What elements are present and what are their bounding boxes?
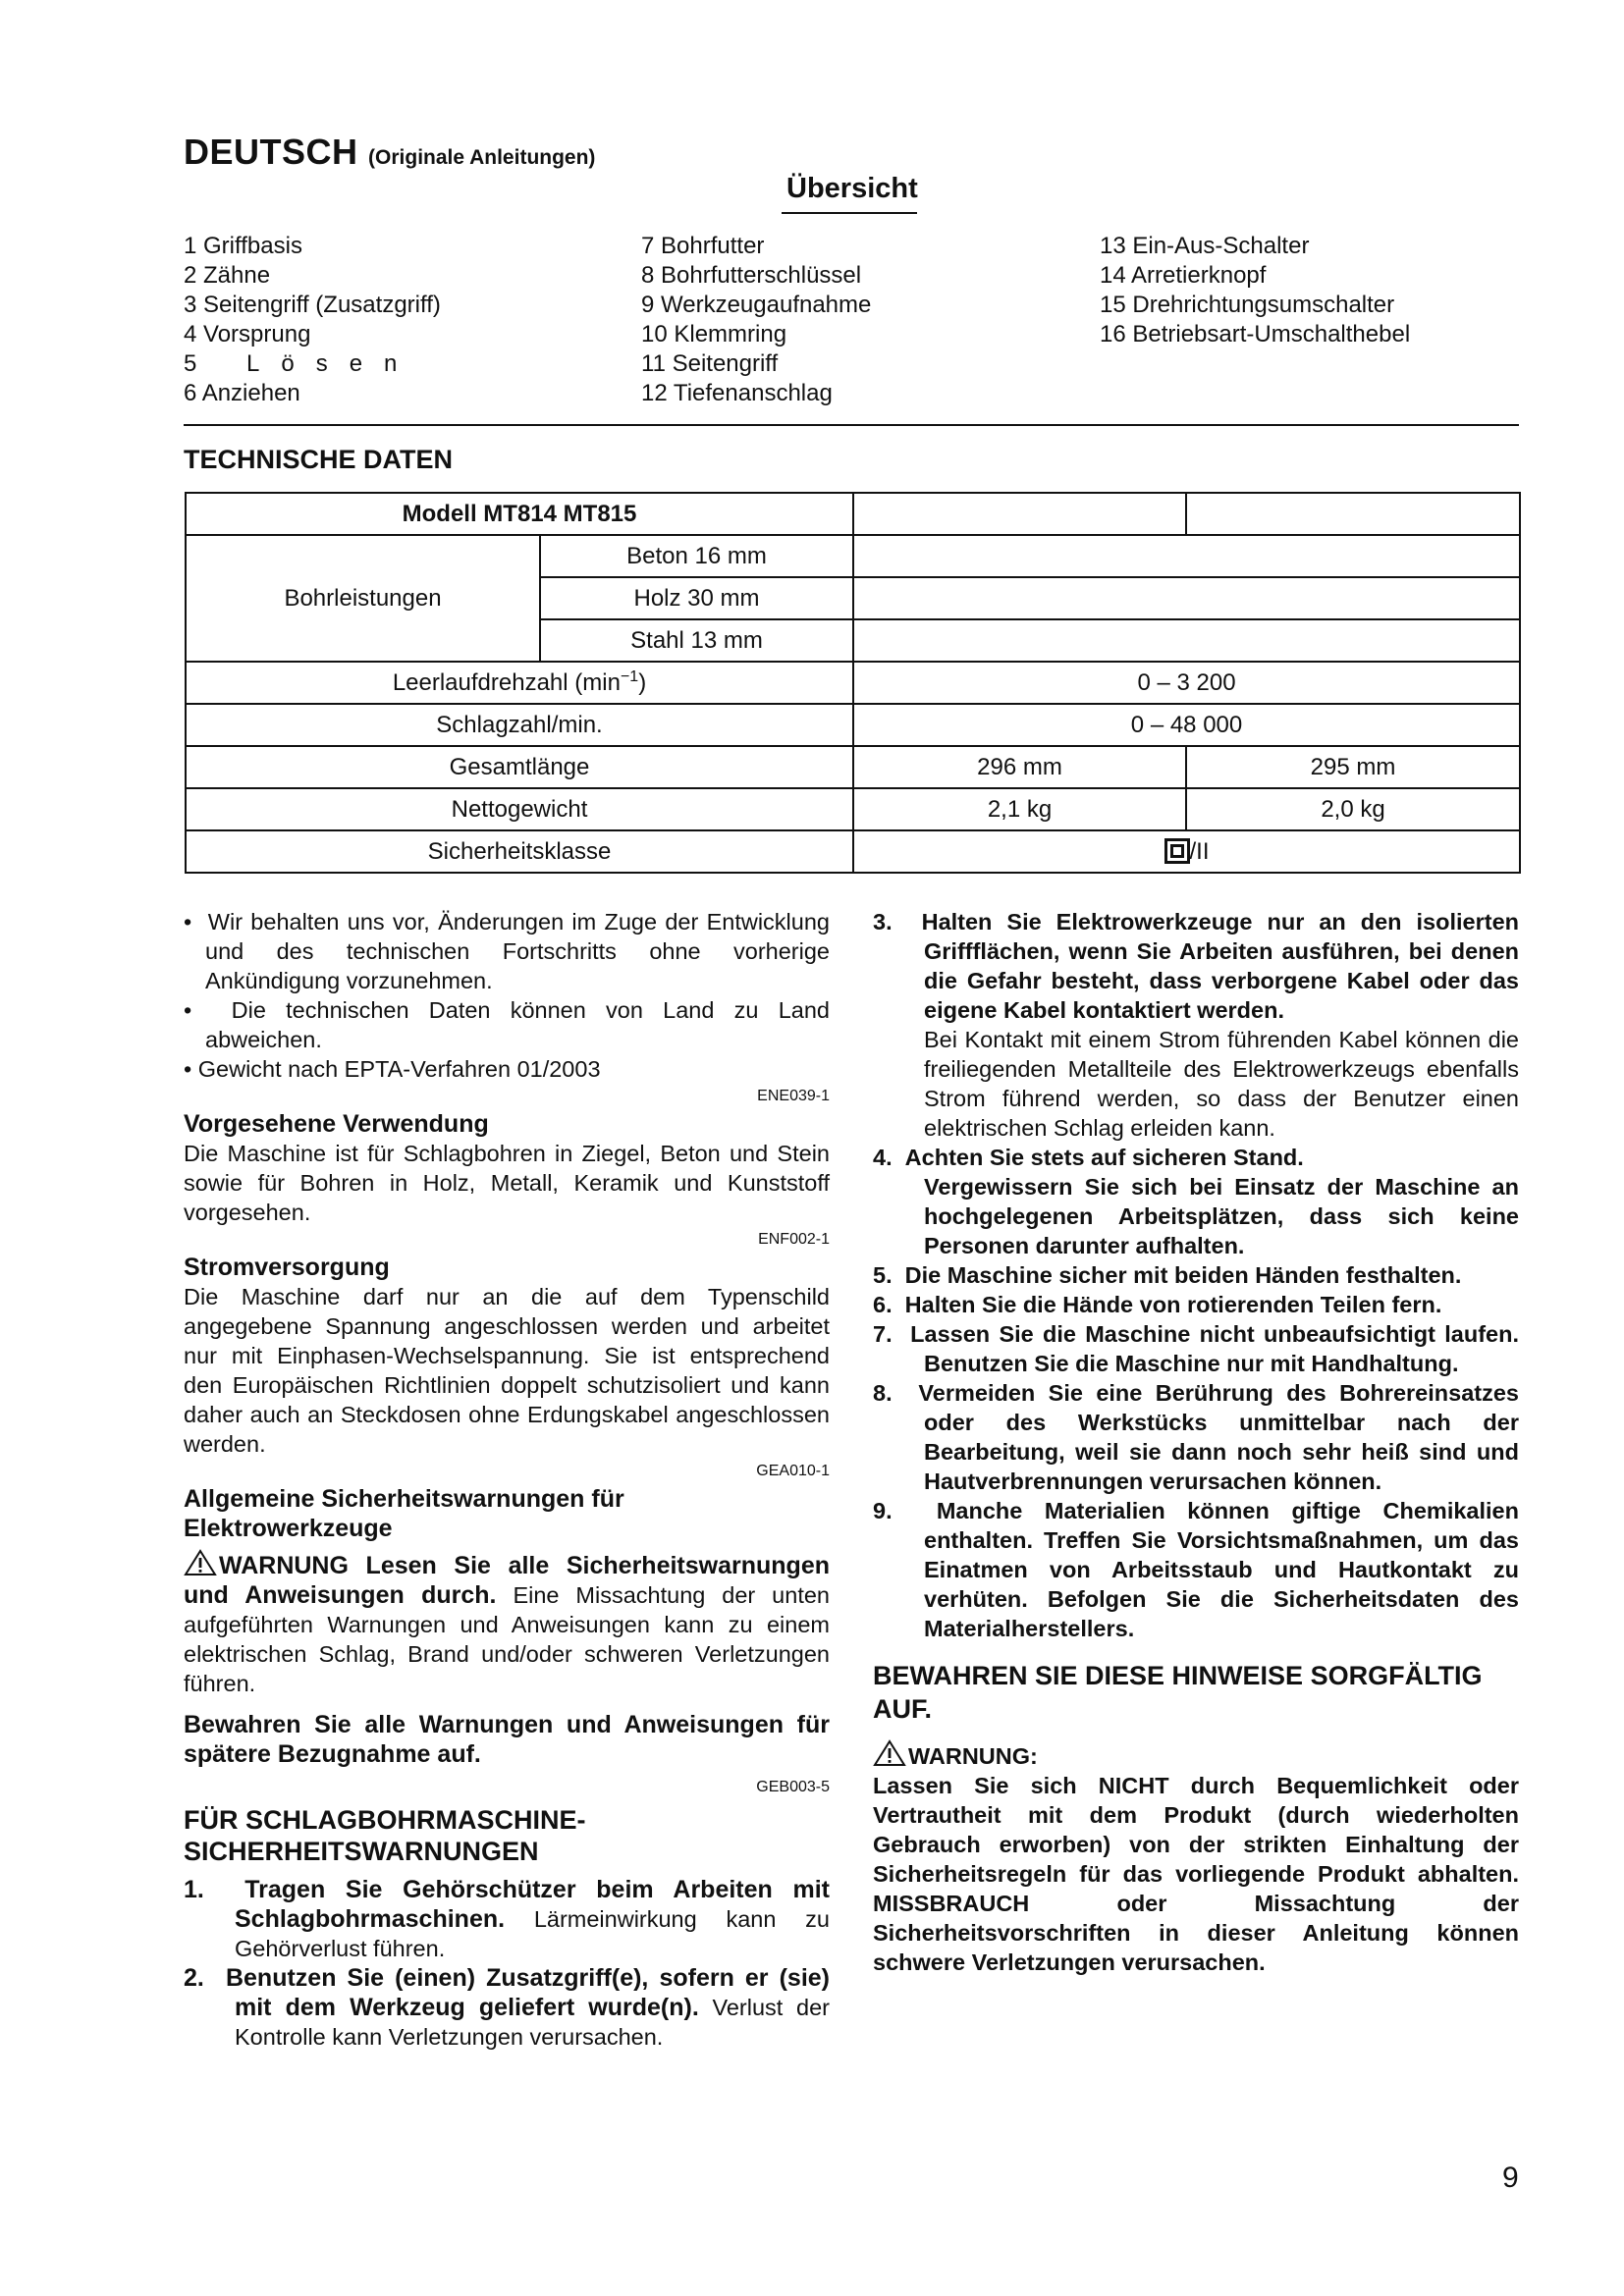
bullet-text: Gewicht nach EPTA-Verfahren 01/2003 [197, 1056, 601, 1082]
left-column [184, 907, 830, 2052]
table-row [186, 788, 1520, 830]
warning-text: Eine Missachtung der unten aufgeführten Warnungen und Anweisungen kann zu einem elektrischen Schlag, Brand und/oder schweren Verletzungen führen. [184, 1582, 830, 1696]
overview-underline [782, 212, 917, 214]
part-item: 1 Griffbasis [184, 233, 302, 259]
ref-code: ENE039-1 [757, 1088, 830, 1104]
part-item: 10 Klemmring [641, 321, 787, 347]
item-text: Lärmeinwirkung kann zu Gehörverlust führen. [235, 1906, 830, 1961]
warning-bold-text: WARNUNG Lesen Sie alle Sicherheitswarnungen und Anweisungen durch. [184, 1552, 830, 1609]
impacts-label: Schlagzahl/min. [186, 704, 853, 746]
speed-label-exp: −1 [620, 668, 639, 685]
table-cell [853, 619, 1520, 662]
list-item: 2. Benutzen Sie (einen) Zusatzgriff(e), sofern er (sie) mit dem Werkzeug geliefert wurde(n). Verlust der Kontrolle kann Verletzungen verursachen. [184, 1964, 830, 2050]
specs-table [185, 492, 1521, 874]
part-item: 7 Bohrfutter [641, 233, 765, 259]
double-insulation-icon [1164, 838, 1190, 864]
table-row [186, 704, 1520, 746]
safety-class-label: Sicherheitsklasse [186, 830, 853, 873]
impacts-value: 0 – 48 000 [853, 704, 1520, 746]
general-warning-paragraph [184, 1549, 830, 1698]
ref-code: ENF002-1 [758, 1231, 830, 1248]
list-item: 3. Halten Sie Elektrowerkzeuge nur an den isolierten Griffflächen, wenn Sie Arbeiten ausführen, bei denen die Gefahr besteht, dass verborgene Kabel oder das eigene Kabel kontaktiert werden. [873, 909, 1519, 1023]
table-row [186, 830, 1520, 873]
weight-mt814: 2,1 kg [853, 788, 1186, 830]
table-cell [853, 535, 1520, 577]
general-warnings-title: Allgemeine Sicherheitswarnungen für Elektrowerkzeuge [184, 1485, 624, 1542]
power-supply-text: Die Maschine darf nur an die auf dem Typenschild angegebene Spannung angeschlossen werden und arbeitet nur mit Einphasen-Wechselspannung. Sie ist entsprechend den Europäischen Richtlinien doppelt schutzisoliert und kann daher auch an Steckdosen ohne Erdungskabel angeschlossen werden. [184, 1284, 830, 1457]
list-item: 9. Manche Materialien können giftige Chemikalien enthalten. Treffen Sie Vorsichtsmaßnahmen, um das Einatmen von Arbeitsstaub und Hautkontakt zu verhüten. Befolgen Sie die Sicherheitsdaten des Materialherstellers. [873, 1498, 1519, 1641]
list-item: 7. Lassen Sie die Maschine nicht unbeaufsichtigt laufen. Benutzen Sie die Maschine nur mit Handhaltung. [873, 1321, 1519, 1376]
concrete-capacity: Beton 16 mm [540, 535, 853, 577]
table-row [186, 493, 1520, 535]
safety-class-value [853, 830, 1520, 873]
speed-label-close: ) [638, 669, 647, 696]
item-bold-text: Vermeiden Sie eine Berührung des Bohrereinsatzes oder des Werkstücks unmittelbar nach der Bearbeitung, weil sie dann noch sehr heiß sind und Hautverbrennungen verursachen können. [918, 1380, 1519, 1494]
part-item: 14 Arretierknopf [1100, 262, 1267, 289]
keep-instructions-text: Bewahren Sie alle Warnungen und Anweisungen für spätere Bezugnahme auf. [184, 1711, 830, 1768]
capacity-label: Bohrleistungen [186, 535, 540, 662]
no-load-speed-label [186, 662, 853, 704]
part-item: 5 Lösen [184, 350, 419, 377]
item-bold-text: Benutzen Sie (einen) Zusatzgriff(e), sofern er (sie) mit dem Werkzeug geliefert wurde(n). [225, 1964, 830, 2021]
item-bold-text: Halten Sie die Hände von rotierenden Teilen fern. [904, 1292, 1442, 1317]
length-label: Gesamtlänge [186, 746, 853, 788]
warning-heading [873, 1739, 1519, 1771]
part-item: 12 Tiefenanschlag [641, 380, 833, 406]
list-item: • Die technischen Daten können von Land zu Land abweichen. [184, 997, 830, 1052]
length-mt815: 295 mm [1186, 746, 1520, 788]
page-number: 9 [1502, 2162, 1519, 2194]
item-text: Vergewissern Sie sich bei Einsatz der Maschine an hochgelegenen Arbeitsplätzen, dass sich keine Personen darunter aufhalten. [924, 1174, 1519, 1258]
subtitle: (Originale Anleitungen) [368, 146, 596, 169]
steel-capacity: Stahl 13 mm [540, 619, 853, 662]
table-cell [1186, 493, 1520, 535]
ref-code: GEA010-1 [756, 1463, 830, 1479]
power-supply-title: Stromversorgung [184, 1254, 390, 1281]
table-row [186, 535, 1520, 577]
part-item: 13 Ein-Aus-Schalter [1100, 233, 1310, 259]
model-header: Modell MT814 MT815 [186, 493, 853, 535]
list-item: 5. Die Maschine sicher mit beiden Händen festhalten. [873, 1262, 1462, 1288]
part-item: 16 Betriebsart-Umschalthebel [1100, 321, 1411, 347]
intended-use-text: Die Maschine ist für Schlagbohren in Ziegel, Beton und Stein sowie für Bohren in Holz, Metall, Keramik und Kunststoff vorgesehen. [184, 1141, 830, 1225]
part-item: 11 Seitengriff [641, 350, 779, 377]
item-text: Bei Kontakt mit einem Strom führenden Kabel können die freiliegenden Metallteile des Elektrowerkzeugs ebenfalls Strom führend werden, so dass der Benutzer einen elektrischen Schlag erleiden kann. [924, 1027, 1519, 1141]
table-row [186, 746, 1520, 788]
parts-list-col1 [184, 232, 441, 408]
bullet-text: Wir behalten uns vor, Änderungen im Zuge der Entwicklung und des technischen Fortschritts ohne vorherige Ankündigung vorzunehmen. [205, 909, 830, 993]
section-divider [184, 424, 1519, 426]
parts-list-col2 [641, 232, 871, 408]
page-title [184, 132, 595, 173]
part-item: 15 Drehrichtungsumschalter [1100, 292, 1395, 318]
item-bold-text: Tragen Sie Gehörschützer beim Arbeiten mit Schlagbohrmaschinen. [235, 1876, 830, 1933]
item-bold-text: Lassen Sie die Maschine nicht unbeaufsichtigt laufen. Benutzen Sie die Maschine nur mit Handhaltung. [910, 1321, 1519, 1376]
list-item: 4. Achten Sie stets auf sicheren Stand. [873, 1145, 1304, 1170]
item-text: Verlust der Kontrolle kann Verletzungen verursachen. [235, 1995, 830, 2050]
warning-triangle-icon [184, 1549, 217, 1576]
parts-list-col3 [1100, 232, 1410, 349]
list-item: 8. Vermeiden Sie eine Berührung des Bohrereinsatzes oder des Werkstücks unmittelbar nach der Bearbeitung, weil sie dann noch sehr heiß sind und Hautverbrennungen verursachen können. [873, 1380, 1519, 1494]
list-item: 1. Tragen Sie Gehörschützer beim Arbeiten mit Schlagbohrmaschinen. Lärmeinwirkung kann zu Gehörverlust führen. [184, 1876, 830, 1961]
item-bold-text: Halten Sie Elektrowerkzeuge nur an den isolierten Griffflächen, wenn Sie Arbeiten ausführen, bei denen die Gefahr besteht, dass verborgene Kabel oder das eigene Kabel kontaktiert werden. [921, 909, 1519, 1023]
part-item: 8 Bohrfutterschlüssel [641, 262, 862, 289]
hammer-drill-warnings-title: FÜR SCHLAGBOHRMASCHINE-SICHERHEITSWARNUNGEN [184, 1805, 586, 1866]
list-item: 6. Halten Sie die Hände von rotierenden Teilen fern. [873, 1292, 1442, 1317]
length-mt814: 296 mm [853, 746, 1186, 788]
table-cell [853, 577, 1520, 619]
weight-mt815: 2,0 kg [1186, 788, 1520, 830]
ref-code: GEB003-5 [756, 1779, 830, 1795]
bullet-text: Die technischen Daten können von Land zu Land abweichen. [205, 997, 830, 1052]
part-item: 6 Anziehen [184, 380, 300, 406]
specs-heading: TECHNISCHE DATEN [184, 445, 454, 474]
part-item: 4 Vorsprung [184, 321, 311, 347]
table-cell [853, 493, 1186, 535]
part-item: 2 Zähne [184, 262, 271, 289]
language-label: DEUTSCH [184, 132, 358, 172]
overview-title: Übersicht [786, 173, 918, 204]
right-column [873, 907, 1519, 1977]
warning-label: WARNUNG: [908, 1743, 1038, 1769]
intended-use-title: Vorgesehene Verwendung [184, 1110, 489, 1138]
weight-label: Nettogewicht [186, 788, 853, 830]
item-bold-text: Die Maschine sicher mit beiden Händen festhalten. [904, 1262, 1462, 1288]
speed-label-text: Leerlaufdrehzahl (min [392, 669, 621, 696]
item-bold-text: Achten Sie stets auf sicheren Stand. [904, 1145, 1304, 1170]
part-item: 3 Seitengriff (Zusatzgriff) [184, 292, 441, 318]
safety-class-text: /II [1189, 837, 1210, 865]
warning-triangle-icon [873, 1739, 906, 1767]
list-item: • Wir behalten uns vor, Änderungen im Zuge der Entwicklung und des technischen Fortschritts ohne vorherige Ankündigung vorzunehmen. [184, 909, 830, 993]
no-load-speed-value: 0 – 3 200 [853, 662, 1520, 704]
save-instructions-title: BEWAHREN SIE DIESE HINWEISE SORGFÄLTIG AUF. [873, 1661, 1483, 1724]
part-item: 9 Werkzeugaufnahme [641, 292, 872, 318]
final-warning-text: Lassen Sie sich NICHT durch Bequemlichkeit oder Vertrautheit mit dem Produkt (durch wiederholten Gebrauch erworben) von der strikten Einhaltung der Sicherheitsregeln für das vorliegende Produkt abhalten. MISSBRAUCH oder Missachtung der Sicherheitsvorschriften in dieser Anleitung können schwere Verletzungen verursachen. [873, 1773, 1519, 1975]
item-bold-text: Manche Materialien können giftige Chemikalien enthalten. Treffen Sie Vorsichtsmaßnahmen, um das Einatmen von Arbeitsstaub und Hautkontakt zu verhüten. Befolgen Sie die Sicherheitsdaten des Materialherstellers. [924, 1498, 1519, 1641]
wood-capacity: Holz 30 mm [540, 577, 853, 619]
table-row [186, 662, 1520, 704]
list-item: • Gewicht nach EPTA-Verfahren 01/2003 [184, 1056, 601, 1082]
